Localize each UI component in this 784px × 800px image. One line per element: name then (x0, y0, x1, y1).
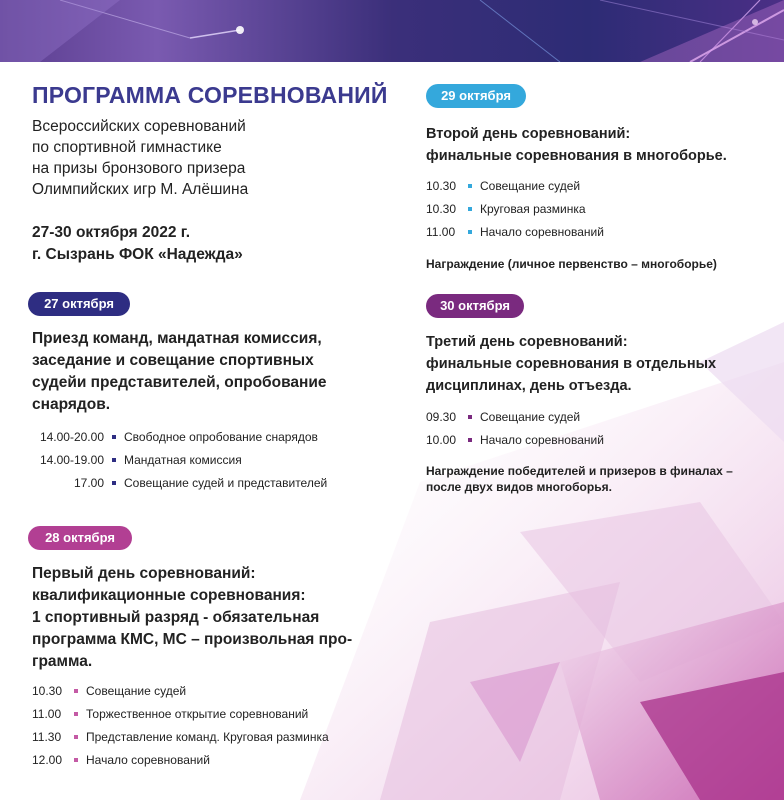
day29-award-note: Награждение (личное первенство – многоборье) (426, 257, 717, 271)
event-dates: 27-30 октября 2022 г. (32, 224, 190, 241)
day28-desc-line-1: Первый день соревнований: (32, 565, 256, 582)
schedule-time: 17.00 (73, 476, 104, 490)
day30-desc-line-1: Третий день соревнований: (426, 334, 628, 350)
day-badge-28: 28 октября (28, 526, 132, 550)
day29-schedule-row (426, 179, 580, 193)
event-venue: г. Сызрань ФОК «Надежда» (32, 246, 243, 263)
schedule-time: 12.00 (32, 753, 63, 767)
day29-schedule-row (426, 225, 604, 239)
day27-desc-line-1: Приезд команд, мандатная комиссия, (32, 330, 322, 347)
schedule-event: Начало соревнований (86, 753, 210, 767)
bullet-icon (112, 458, 116, 462)
header-banner (0, 0, 784, 62)
day28-schedule-row (32, 730, 329, 744)
day-badge-27: 27 октября (28, 292, 130, 316)
subtitle-line-1: Всероссийских соревнований (32, 118, 246, 135)
subtitle-line-2: по спортивной гимнастике (32, 139, 222, 156)
day30-award-note-line-2: после двух видов многоборья. (426, 480, 612, 494)
day28-desc-line-3: 1 спортивный разряд - обязательная (32, 609, 320, 626)
bullet-icon (468, 415, 472, 419)
day29-schedule-row (426, 202, 586, 216)
day27-desc-line-4: снарядов. (32, 396, 111, 413)
bullet-icon (74, 712, 78, 716)
schedule-event: Совещание судей (86, 684, 187, 698)
day-badge-29: 29 октября (426, 84, 526, 108)
day28-desc-line-4: программа КМС, МС – произвольная про- (32, 631, 353, 648)
subtitle-line-3: на призы бронзового призера (32, 160, 246, 177)
day28-schedule-row (32, 707, 308, 721)
day29-desc-line-2: финальные соревнования в многоборье. (426, 148, 727, 164)
page-title: ПРОГРАММА СОРЕВНОВАНИЙ (32, 82, 388, 108)
schedule-time: 09.30 (426, 410, 457, 424)
day27-schedule-row (32, 476, 327, 490)
bullet-icon (112, 481, 116, 485)
day30-desc-line-2: финальные соревнования в отдельных (426, 356, 717, 372)
schedule-event: Круговая разминка (480, 202, 586, 216)
schedule-time: 11.00 (426, 225, 456, 239)
day27-desc-line-2: заседание и совещание спортивных (32, 352, 314, 369)
schedule-event: Совещание судей (480, 410, 581, 424)
day27-desc-line-3: судейи представителей, опробование (32, 374, 327, 391)
bullet-icon (112, 435, 116, 439)
bullet-icon (74, 735, 78, 739)
subtitle-line-4: Олимпийских игр М. Алёшина (32, 181, 249, 198)
schedule-time: 14.00-20.00 (39, 430, 104, 444)
day29-desc-line-1: Второй день соревнований: (426, 126, 631, 142)
day30-schedule-row (426, 433, 604, 447)
day27-schedule-row (32, 430, 318, 444)
bullet-icon (74, 689, 78, 693)
day27-schedule-row (32, 453, 242, 467)
bullet-icon (468, 230, 472, 234)
day28-desc-line-2: квалификационные соревнования: (32, 587, 306, 604)
day-badge-30: 30 октября (426, 294, 524, 318)
schedule-event: Начало соревнований (480, 433, 604, 447)
schedule-time: 14.00-19.00 (39, 453, 104, 467)
schedule-event: Мандатная комиссия (124, 453, 242, 467)
schedule-time: 11.00 (32, 707, 62, 721)
day28-schedule-row (32, 684, 186, 698)
schedule-event: Начало соревнований (480, 225, 604, 239)
schedule-event: Торжественное открытие соревнований (86, 707, 309, 721)
day30-award-note-line-1: Награждение победителей и призеров в финалах – (426, 464, 733, 478)
banner-network-graphic (0, 0, 784, 62)
schedule-event: Совещание судей (480, 179, 581, 193)
day30-schedule-row (426, 410, 580, 424)
bullet-icon (74, 758, 78, 762)
schedule-time: 10.30 (426, 179, 457, 193)
schedule-event: Совещание судей и представителей (124, 476, 328, 490)
schedule-time: 10.30 (32, 684, 63, 698)
day28-schedule-row (32, 753, 210, 767)
bullet-icon (468, 184, 472, 188)
day28-desc-line-5: грамма. (32, 653, 93, 670)
schedule-event: Представление команд. Круговая разминка (86, 730, 329, 744)
day30-desc-line-3: дисциплинах, день отъезда. (426, 378, 632, 394)
schedule-time: 10.30 (426, 202, 457, 216)
schedule-time: 11.30 (32, 730, 62, 744)
bullet-icon (468, 438, 472, 442)
bullet-icon (468, 207, 472, 211)
schedule-time: 10.00 (426, 433, 457, 447)
schedule-event: Свободное опробование снарядов (124, 430, 318, 444)
